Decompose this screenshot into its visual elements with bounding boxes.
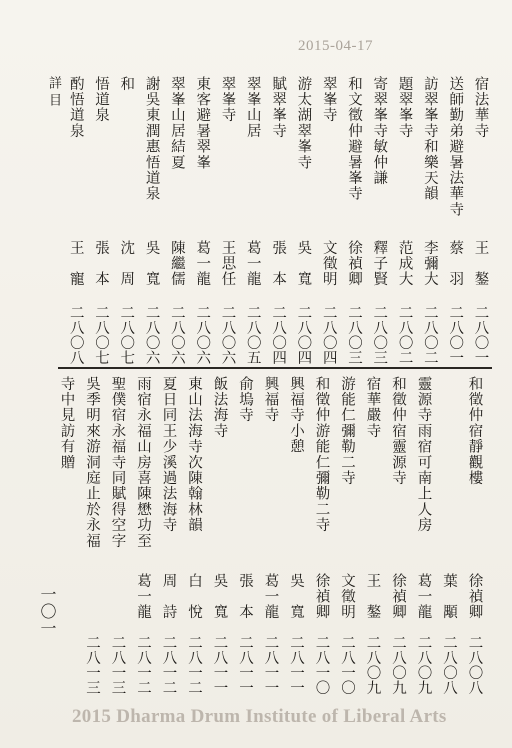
entry-title: 翠峯寺 xyxy=(219,76,236,124)
entry-title: 謝吳東潤惠悟道泉 xyxy=(143,76,160,202)
entry-author: 張 本 xyxy=(93,240,109,287)
entry-author: 葉 顒 xyxy=(441,573,457,620)
entry-page: 二八〇二 xyxy=(396,305,413,365)
entry-title: 翠峯山居 xyxy=(244,76,261,139)
entry-title: 雨宿永福山房喜陳懋功至 xyxy=(135,376,151,549)
entry-title: 悟道泉 xyxy=(93,76,109,124)
entry-title: 吳季明來游洞庭止於永福 xyxy=(84,376,100,549)
entry-author: 王 鏊 xyxy=(364,573,381,620)
entry-author: 葛一龍 xyxy=(194,240,211,287)
entry-page: 二八一一 xyxy=(288,635,304,695)
entry-title: 興福寺小憩 xyxy=(288,376,304,455)
entry-title: 夏日同王少溪過法海寺 xyxy=(160,376,177,533)
entry-title: 送師勤弟避暑法華寺 xyxy=(447,76,464,218)
entry-title: 游太湖翠峯寺 xyxy=(295,76,312,171)
entry-author: 周 詩 xyxy=(160,573,177,620)
entry-author: 葛一龍 xyxy=(262,573,279,620)
entry-author: 范成大 xyxy=(396,240,413,287)
entry-author: 葛一龍 xyxy=(415,573,432,620)
entry-page: 二八一一 xyxy=(262,635,279,695)
entry-page: 二八一三 xyxy=(109,635,126,695)
entry-author: 張 本 xyxy=(270,240,287,287)
entry-author: 徐禎卿 xyxy=(390,573,406,620)
entry-author: 吳 寬 xyxy=(295,240,312,287)
entry-page: 二八〇九 xyxy=(390,635,406,695)
entry-title: 宿華嚴寺 xyxy=(364,376,381,439)
entry-author: 葛一龍 xyxy=(244,240,261,287)
entry-page: 二八〇五 xyxy=(244,305,261,365)
entry-title: 翠峯寺 xyxy=(320,76,337,124)
entry-title: 和文徵仲避暑峯寺 xyxy=(346,76,362,202)
entry-page: 二八一三 xyxy=(84,635,100,695)
entry-page: 二八〇九 xyxy=(415,635,432,695)
entry-author: 文徵明 xyxy=(320,240,337,287)
entry-page: 二八〇二 xyxy=(421,305,438,365)
entry-author: 李彌大 xyxy=(421,240,438,287)
entry-page: 二八〇四 xyxy=(270,305,287,365)
page-number: 一〇一 xyxy=(38,586,57,637)
entry-title: 翠峯山居結夏 xyxy=(168,76,185,171)
entry-page: 二八〇一 xyxy=(447,305,464,365)
entry-title: 寺中見訪有贈 xyxy=(58,376,75,471)
entry-title: 題翠峯寺 xyxy=(396,76,413,139)
entry-page: 二八一二 xyxy=(186,635,202,695)
entry-page: 二八〇三 xyxy=(346,305,362,365)
entry-page: 二八一〇 xyxy=(313,635,330,695)
entry-author: 蔡 羽 xyxy=(447,240,464,287)
entry-page: 二八一二 xyxy=(160,635,177,695)
entry-author: 張 本 xyxy=(237,573,253,620)
entry-title: 宿法華寺 xyxy=(472,76,489,139)
section-header: 詳目 xyxy=(46,76,61,110)
entry-page: 二八〇八 xyxy=(67,305,84,365)
entry-author: 徐禎卿 xyxy=(346,240,362,287)
entry-title: 俞塢寺 xyxy=(237,376,253,424)
entry-page: 二八〇四 xyxy=(295,305,312,365)
entry-author: 王 寵 xyxy=(67,240,84,287)
entry-page: 二八〇八 xyxy=(441,635,457,695)
entry-title: 游能仁彌勒二寺 xyxy=(339,376,355,486)
date-stamp: 2015-04-17 xyxy=(298,38,373,54)
entry-author: 徐禎卿 xyxy=(466,573,483,620)
watermark: 2015 Dharma Drum Institute of Liberal Arts xyxy=(72,706,447,727)
entry-author: 王思任 xyxy=(219,240,236,287)
entry-title: 和徵仲宿靈源寺 xyxy=(390,376,406,486)
entry-page: 二八〇六 xyxy=(194,305,211,365)
entry-author: 吳 寬 xyxy=(288,573,304,620)
entry-author: 沈 周 xyxy=(118,240,135,287)
entry-page: 二八〇三 xyxy=(371,305,388,365)
entry-author: 葛一龍 xyxy=(135,573,151,620)
entry-page: 二八〇七 xyxy=(118,305,135,365)
entry-author: 吳 寬 xyxy=(211,573,228,620)
entry-page: 二八〇四 xyxy=(320,305,337,365)
entry-title: 聖僕宿永福寺同賦得空字 xyxy=(109,376,126,549)
entry-page: 二八一〇 xyxy=(339,635,355,695)
section-divider xyxy=(58,367,492,369)
entry-author: 王 鏊 xyxy=(472,240,489,287)
entry-title: 訪翠峯寺和樂天韻 xyxy=(421,76,438,202)
entry-title: 和 xyxy=(118,76,135,92)
entry-page: 二八一一 xyxy=(211,635,228,695)
entry-title: 興福寺 xyxy=(262,376,279,424)
entry-page: 二八〇一 xyxy=(472,305,489,365)
entry-page: 二八〇六 xyxy=(143,305,160,365)
entry-page: 二八〇九 xyxy=(364,635,381,695)
entry-title: 和徵仲宿靜觀樓 xyxy=(466,376,483,486)
entry-title: 東山法海寺次陳翰林韻 xyxy=(186,376,202,533)
entry-author: 文徵明 xyxy=(339,573,355,620)
entry-page: 二八〇六 xyxy=(168,305,185,365)
entry-title: 飯法海寺 xyxy=(211,376,228,439)
entry-page: 二八一一 xyxy=(237,635,253,695)
entry-page: 二八一二 xyxy=(135,635,151,695)
entry-page: 二八〇八 xyxy=(466,635,483,695)
entry-page: 二八〇七 xyxy=(93,305,109,365)
entry-author: 吳 寬 xyxy=(143,240,160,287)
entry-title: 靈源寺雨宿可南上人房 xyxy=(415,376,432,533)
entry-title: 東客避暑翠峯 xyxy=(194,76,211,171)
entry-page: 二八〇六 xyxy=(219,305,236,365)
entry-title: 賦翠峯寺 xyxy=(270,76,287,139)
entry-author: 徐禎卿 xyxy=(313,573,330,620)
entry-author: 釋子賢 xyxy=(371,240,388,287)
entry-author: 白 悅 xyxy=(186,573,202,620)
entry-title: 寄翠峯寺敏仲謙 xyxy=(371,76,388,186)
entry-author: 陳繼儒 xyxy=(168,240,185,287)
entry-title: 酌悟道泉 xyxy=(67,76,84,139)
entry-title: 和徵仲游能仁彌勒二寺 xyxy=(313,376,330,533)
